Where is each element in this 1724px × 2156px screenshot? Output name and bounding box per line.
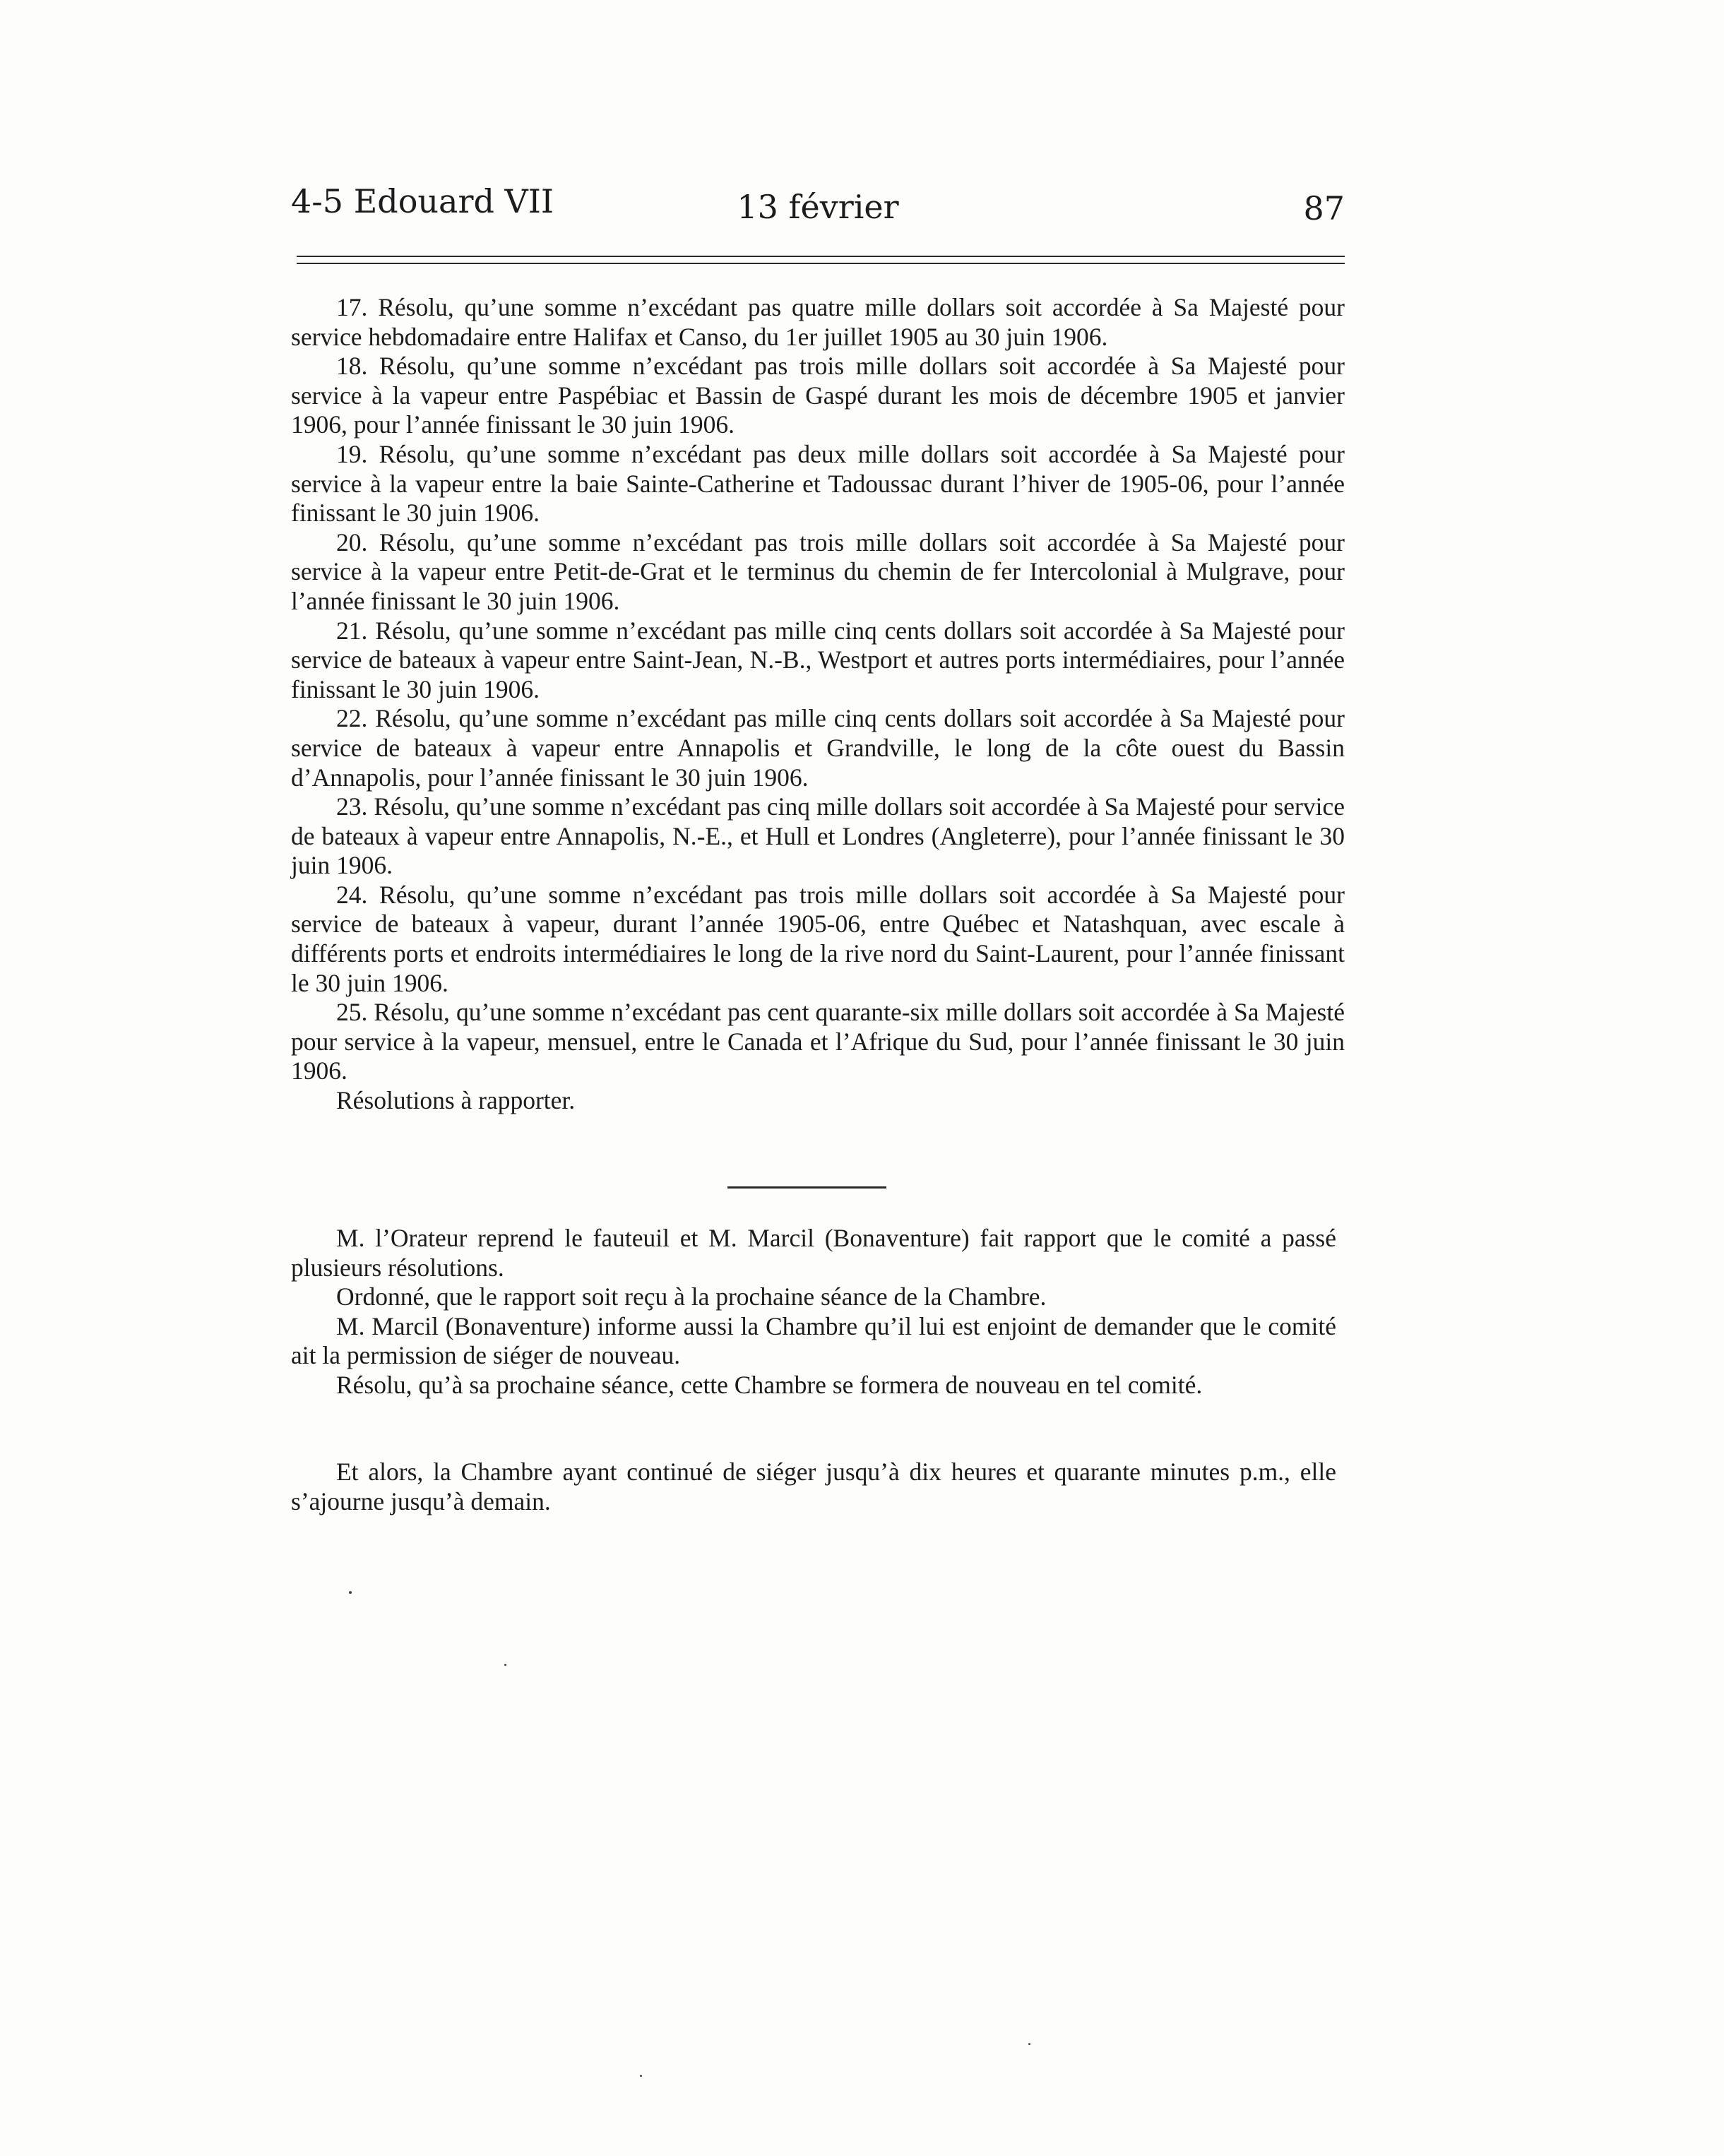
resolution-21: 21. Résolu, qu’une somme n’excédant pas mille cinq cents dollars soit accordée à Sa Majesté pour service de bateaux à vapeur entre Saint-Jean, N.-B., Westport et autres ports intermédiaires, pour l’année finissant le 30 juin 1906.: [291, 616, 1345, 703]
report-paragraph-speaker: M. l’Orateur reprend le fauteuil et M. Marcil (Bonaventure) fait rapport que le comité a passé plusieurs résolutions.: [291, 1224, 1336, 1282]
report-paragraph-ordered: Ordonné, que le rapport soit reçu à la prochaine séance de la Chambre.: [336, 1282, 1047, 1311]
resolution-20: 20. Résolu, qu’une somme n’excédant pas trois mille dollars soit accordée à Sa Majesté pour service à la vapeur entre Petit-de-Grat et le terminus du chemin de fer Intercolonial à Mulgrave, pour l’année finissant le 30 juin 1906.: [291, 528, 1345, 615]
header-rule-bottom: [297, 263, 1345, 264]
print-speck: [1028, 2043, 1030, 2045]
page-header: [291, 182, 1345, 232]
header-rule-top: [297, 256, 1345, 257]
resolution-23: 23. Résolu, qu’une somme n’excédant pas cinq mille dollars soit accordée à Sa Majesté pour service de bateaux à vapeur entre Annapolis, N.-E., et Hull et Londres (Angleterre), pour l’année finissant le 30 juin 1906.: [291, 792, 1345, 880]
print-speck: [504, 1664, 506, 1666]
header-date: 13 février: [737, 188, 899, 226]
resolution-18: 18. Résolu, qu’une somme n’excédant pas trois mille dollars soit accordée à Sa Majesté pour service à la vapeur entre Paspébiac et Bassin de Gaspé durant les mois de décembre 1905 et janvier 1906, pour l’année finissant le 30 juin 1906.: [291, 352, 1345, 439]
report-paragraph-resolved: Résolu, qu’à sa prochaine séance, cette Chambre se formera de nouveau en tel comité.: [336, 1370, 1203, 1399]
resolution-25: 25. Résolu, qu’une somme n’excédant pas cent quarante-six mille dollars soit accordée à Sa Majesté pour service à la vapeur, mensuel, entre le Canada et l’Afrique du Sud, pour l’année finissant le 30 juin 1906.: [291, 998, 1345, 1085]
print-speck: [640, 2075, 642, 2077]
header-double-rule: [297, 256, 1345, 266]
page-number: 87: [1303, 189, 1345, 227]
resolutions-closing: Résolutions à rapporter.: [336, 1086, 576, 1115]
print-speck: [349, 1591, 352, 1594]
resolution-19: 19. Résolu, qu’une somme n’excédant pas deux mille dollars soit accordée à Sa Majesté pour service à la vapeur entre la baie Sainte-Catherine et Tadoussac durant l’hiver de 1905-06, pour l’année finissant le 30 juin 1906.: [291, 439, 1345, 528]
adjournment-paragraph: Et alors, la Chambre ayant continué de siéger jusqu’à dix heures et quarante minutes p.m., elle s’ajourne jusqu’à demain.: [291, 1458, 1336, 1515]
adjournment-section: [291, 1458, 1336, 1516]
resolutions-section: [291, 293, 1345, 1116]
resolution-24: 24. Résolu, qu’une somme n’excédant pas trois mille dollars soit accordée à Sa Majesté pour service de bateaux à vapeur, durant l’année 1905-06, entre Québec et Natashquan, avec escale à différents ports et endroits intermédiaires le long de la rive nord du Saint-Laurent, pour l’année finissant le 30 juin 1906.: [291, 880, 1345, 997]
resolution-22: 22. Résolu, qu’une somme n’excédant pas mille cinq cents dollars soit accordée à Sa Majesté pour service de bateaux à vapeur entre Annapolis et Grandville, le long de la côte ouest du Bassin d’Annapolis, pour l’année finissant le 30 juin 1906.: [291, 704, 1345, 792]
report-section: [291, 1224, 1336, 1400]
header-regnal-year: 4-5 Edouard VII: [291, 182, 554, 220]
resolution-17: 17. Résolu, qu’une somme n’excédant pas quatre mille dollars soit accordée à Sa Majesté pour service hebdomadaire entre Halifax et Canso, du 1er juillet 1905 au 30 juin 1906.: [291, 293, 1345, 351]
report-paragraph-permission: M. Marcil (Bonaventure) informe aussi la Chambre qu’il lui est enjoint de demander que le comité ait la permission de siéger de nouveau.: [291, 1311, 1336, 1370]
section-divider: [727, 1186, 886, 1189]
